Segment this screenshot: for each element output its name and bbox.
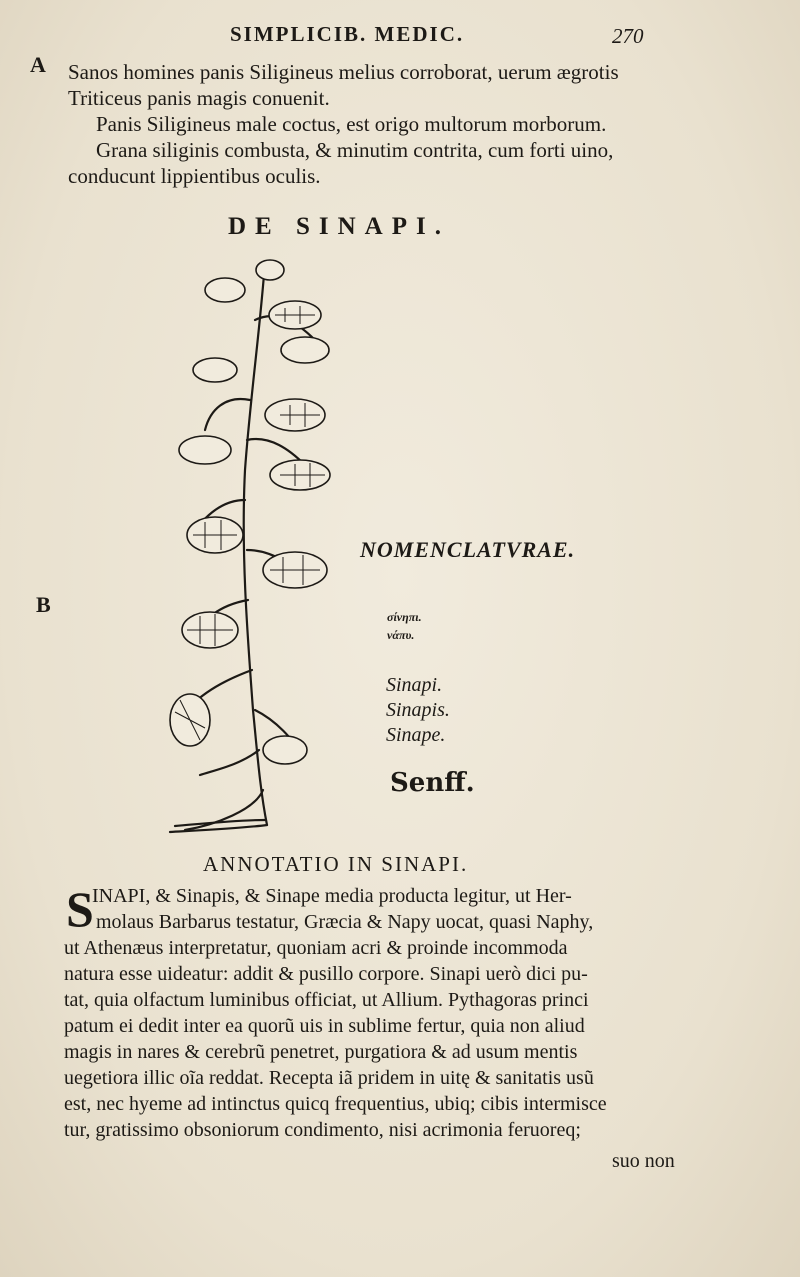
annotation-line: INAPI, & Sinapis, & Sinape media producta legitur, ut Her- (92, 885, 572, 907)
margin-letter-b: B (36, 592, 51, 617)
annotation-line: molaus Barbarus testatur, Græcia & Napy uocat, quasi Naphy, (96, 911, 594, 933)
intro-line: Sanos homines panis Siligineus melius corroborat, uerum ægrotis (68, 60, 619, 84)
annotation-line: est, nec hyeme ad intinctus quicq frequentius, ubiq; cibis intermisce (64, 1093, 607, 1115)
latin-name: Sinapis. (386, 699, 450, 721)
intro-line: Grana siliginis combusta, & minutim contrita, cum forti uino, (96, 138, 614, 162)
annotation-line: magis in nares & cerebrũ penetret, purgatiora & ad usum mentis (64, 1041, 578, 1063)
catchword: suo non (612, 1150, 675, 1172)
latin-name: Sinapi. (386, 674, 443, 696)
annotation-line: ut Athenæus interpretatur, quoniam acri & proinde incommoda (64, 937, 568, 959)
page-number: 270 (612, 24, 644, 48)
margin-letter-a: A (30, 52, 46, 77)
greek-name: νάπυ. (387, 628, 415, 642)
sinapi-plant-illustration (155, 250, 345, 840)
annotation-line: tat, quia olfactum luminibus officiat, ut Allium. Pythagoras princi (64, 989, 589, 1011)
section-title: DE SINAPI. (228, 213, 450, 240)
annotation-line: tur, gratissimo obsoniorum condimento, nisi acrimonia feruoreq; (64, 1119, 581, 1141)
drop-capital: S (66, 881, 94, 937)
greek-name: σίνηπι. (387, 610, 422, 624)
annotation-line: patum ei dedit inter ea quorũ uis in sublime fertur, quia non aliud (64, 1015, 585, 1037)
annotation-line: uegetiora illic oĩa reddat. Recepta iã pridem in uitę & sanitatis usũ (64, 1067, 594, 1089)
annotation-title: ANNOTATIO IN SINAPI. (203, 852, 469, 876)
running-title: SIMPLICIB. MEDIC. (230, 22, 465, 46)
german-name: Senff. (390, 768, 475, 798)
latin-name: Sinape. (386, 724, 446, 746)
nomenclature-title: NOMENCLATVRAE. (360, 537, 576, 562)
intro-line: conducunt lippientibus oculis. (68, 164, 321, 188)
annotation-line: natura esse uideatur: addit & pusillo corpore. Sinapi uerò dici pu- (64, 963, 588, 985)
intro-line: Panis Siligineus male coctus, est origo multorum morborum. (96, 112, 607, 136)
intro-line: Triticeus panis magis conuenit. (68, 86, 330, 110)
